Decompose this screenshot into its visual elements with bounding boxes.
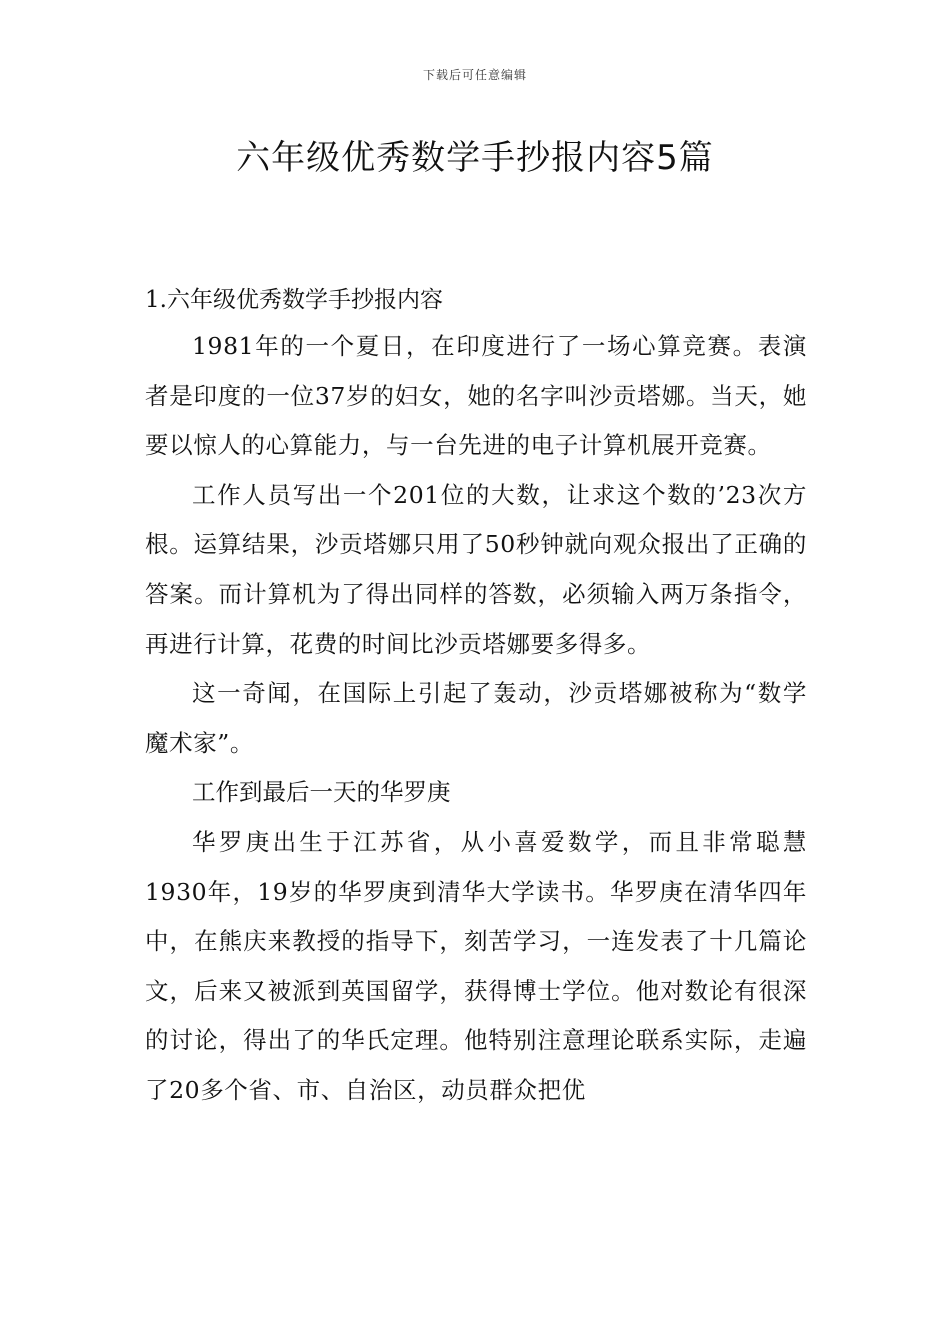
paragraph-2: 工作人员写出一个201位的大数，让求这个数的’23次方根。运算结果，沙贡塔娜只用了50秒钟就向观众报出了正确的答案。而计算机为了得出同样的答数，必须输入两万条指令，再进行计算，花费的时间比沙贡塔娜要多得多。 <box>145 480 807 658</box>
paragraph-4: 华罗庚出生于江苏省，从小喜爱数学，而且非常聪慧1930年，19岁的华罗庚到清华大学读书。华罗庚在清华四年中，在熊庆来教授的指导下，刻苦学习，一连发表了十几篇论文，后来又被派到英国留学，获得博士学位。他对数论有很深的讨论，得出了的华氏定理。他特别注意理论联系实际，走遍了20多个省、市、自治区，动员群众把优 <box>145 827 807 1104</box>
section-heading: 1.六年级优秀数学手抄报内容 <box>145 287 443 313</box>
subheading-hua-luogeng: 工作到最后一天的华罗庚 <box>192 778 451 807</box>
header-note: 下载后可任意编辑 <box>422 68 527 82</box>
paragraph-1: 1981年的一个夏日，在印度进行了一场心算竞赛。表演者是印度的一位37岁的妇女，她的名字叫沙贡塔娜。当天，她要以惊人的心算能力，与一台先进的电子计算机展开竞赛。 <box>145 332 807 460</box>
paragraph-3: 这一奇闻，在国际上引起了轰动，沙贡塔娜被称为“数学魔术家”。 <box>145 679 807 757</box>
document-body <box>145 280 807 1116</box>
page-title: 六年级优秀数学手抄报内容5篇 <box>236 138 714 178</box>
